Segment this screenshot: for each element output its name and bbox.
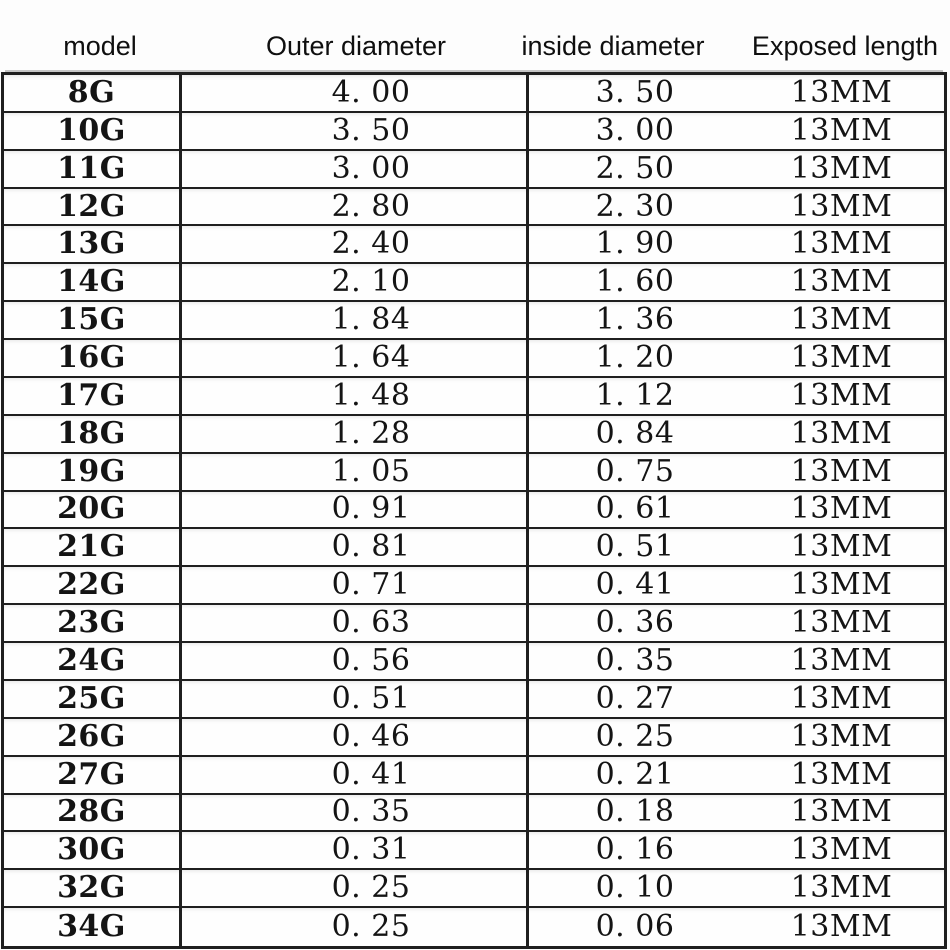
exposed-length-cell: 13MM — [790, 112, 893, 148]
outer-diameter-cell: 1. 64 — [182, 340, 529, 376]
model-cell: 30G — [4, 832, 182, 868]
inside-diameter-cell: 3. 00 — [595, 112, 675, 148]
model-cell: 28G — [4, 795, 182, 831]
inside-diameter-cell: 0. 27 — [595, 680, 675, 716]
inside-diameter-cell: 0. 84 — [595, 415, 675, 451]
outer-diameter-cell: 4. 00 — [182, 75, 529, 111]
inside-diameter-cell: 0. 10 — [595, 870, 675, 906]
inside-diameter-cell: 2. 30 — [595, 188, 675, 224]
model-cell: 16G — [4, 340, 182, 376]
model-cell: 8G — [4, 75, 182, 111]
table-row — [4, 226, 944, 264]
exposed-length-cell: 13MM — [790, 680, 893, 716]
table-row — [4, 302, 944, 340]
model-cell: 34G — [4, 908, 182, 946]
table-row — [4, 264, 944, 302]
exposed-length-cell: 13MM — [790, 643, 893, 678]
table-row — [4, 719, 944, 757]
outer-diameter-cell: 2. 40 — [182, 226, 529, 262]
outer-diameter-cell: 0. 31 — [182, 832, 529, 868]
model-cell: 23G — [4, 605, 182, 641]
model-cell: 32G — [4, 870, 182, 906]
exposed-length-cell: 13MM — [790, 264, 893, 300]
inside-diameter-cell: 1. 36 — [595, 302, 675, 338]
inside-diameter-cell: 1. 12 — [595, 377, 675, 413]
outer-diameter-cell: 0. 25 — [182, 908, 529, 946]
model-cell: 26G — [4, 719, 182, 755]
table-row — [4, 643, 944, 681]
table-row — [4, 605, 944, 643]
outer-diameter-cell: 0. 71 — [182, 567, 529, 603]
exposed-length-cell: 13MM — [790, 529, 893, 565]
inside-diameter-cell: 0. 41 — [595, 567, 675, 603]
inside-diameter-cell: 0. 16 — [595, 832, 675, 868]
table-row — [4, 795, 944, 833]
header-inside-diameter: inside diameter — [521, 31, 705, 61]
table-row — [4, 340, 944, 378]
inside-diameter-cell: 0. 61 — [595, 491, 675, 527]
exposed-length-cell: 13MM — [790, 302, 893, 338]
model-cell: 14G — [4, 264, 182, 300]
spec-table — [1, 72, 947, 949]
inside-diameter-cell: 0. 06 — [595, 909, 675, 945]
inside-diameter-cell: 0. 18 — [595, 794, 675, 830]
inside-diameter-cell: 0. 35 — [595, 643, 675, 678]
outer-diameter-cell: 0. 35 — [182, 795, 529, 831]
exposed-length-cell: 13MM — [790, 794, 893, 830]
outer-diameter-cell: 0. 91 — [182, 492, 529, 528]
model-cell: 11G — [4, 151, 182, 187]
model-cell: 20G — [4, 492, 182, 528]
table-row — [4, 529, 944, 567]
model-cell: 18G — [4, 416, 182, 452]
table-row — [4, 681, 944, 719]
model-cell: 12G — [4, 189, 182, 225]
table-row — [4, 492, 944, 530]
outer-diameter-cell: 2. 80 — [182, 189, 529, 225]
outer-diameter-cell: 0. 41 — [182, 757, 529, 793]
inside-diameter-cell: 0. 51 — [595, 529, 675, 565]
exposed-length-cell: 13MM — [790, 377, 893, 413]
outer-diameter-cell: 1. 48 — [182, 378, 529, 414]
exposed-length-cell: 13MM — [790, 605, 893, 641]
model-cell: 19G — [4, 454, 182, 490]
exposed-length-cell: 13MM — [790, 491, 893, 527]
outer-diameter-cell: 3. 50 — [182, 113, 529, 149]
exposed-length-cell: 13MM — [790, 415, 893, 451]
exposed-length-cell: 13MM — [790, 567, 893, 603]
table-row — [4, 151, 944, 189]
inside-diameter-cell: 0. 36 — [595, 605, 675, 641]
outer-diameter-cell: 1. 28 — [182, 416, 529, 452]
model-cell: 10G — [4, 113, 182, 149]
header-exposed-length: Exposed length — [751, 31, 939, 61]
exposed-length-cell: 13MM — [790, 340, 893, 376]
model-cell: 17G — [4, 378, 182, 414]
inside-diameter-cell: 3. 50 — [595, 75, 675, 110]
model-cell: 13G — [4, 226, 182, 262]
outer-diameter-cell: 1. 84 — [182, 302, 529, 338]
table-row — [4, 378, 944, 416]
exposed-length-cell: 13MM — [790, 909, 893, 945]
inside-diameter-cell: 1. 20 — [595, 340, 675, 376]
table-row — [4, 567, 944, 605]
header-outer-diameter: Outer diameter — [265, 31, 447, 61]
outer-diameter-cell: 0. 63 — [182, 605, 529, 641]
exposed-length-cell: 13MM — [790, 150, 893, 186]
outer-diameter-cell: 0. 81 — [182, 529, 529, 565]
model-cell: 21G — [4, 529, 182, 565]
outer-diameter-cell: 1. 05 — [182, 454, 529, 490]
outer-diameter-cell: 2. 10 — [182, 264, 529, 300]
table-row — [4, 416, 944, 454]
header-model: model — [63, 31, 137, 61]
outer-diameter-cell: 0. 46 — [182, 719, 529, 755]
table-row — [4, 908, 944, 946]
inside-diameter-cell: 1. 60 — [595, 264, 675, 300]
exposed-length-cell: 13MM — [790, 718, 893, 754]
inside-diameter-cell: 0. 75 — [595, 453, 675, 489]
model-cell: 22G — [4, 567, 182, 603]
table-row — [4, 189, 944, 227]
table-row — [4, 454, 944, 492]
exposed-length-cell: 13MM — [790, 453, 893, 489]
table-row — [4, 870, 944, 908]
outer-diameter-cell: 0. 25 — [182, 870, 529, 906]
outer-diameter-cell: 3. 00 — [182, 151, 529, 187]
inside-diameter-cell: 0. 25 — [595, 718, 675, 754]
model-cell: 25G — [4, 681, 182, 717]
table-row — [4, 75, 944, 113]
model-cell: 27G — [4, 757, 182, 793]
exposed-length-cell: 13MM — [790, 756, 893, 792]
exposed-length-cell: 13MM — [790, 870, 893, 906]
inside-diameter-cell: 2. 50 — [595, 150, 675, 186]
table-row — [4, 757, 944, 795]
exposed-length-cell: 13MM — [790, 75, 893, 110]
table-row — [4, 113, 944, 151]
exposed-length-cell: 13MM — [790, 226, 893, 262]
model-cell: 24G — [4, 643, 182, 679]
outer-diameter-cell: 0. 51 — [182, 681, 529, 717]
exposed-length-cell: 13MM — [790, 832, 893, 868]
outer-diameter-cell: 0. 56 — [182, 643, 529, 679]
exposed-length-cell: 13MM — [790, 188, 893, 224]
table-row — [4, 832, 944, 870]
inside-diameter-cell: 1. 90 — [595, 226, 675, 262]
model-cell: 15G — [4, 302, 182, 338]
inside-diameter-cell: 0. 21 — [595, 756, 675, 792]
